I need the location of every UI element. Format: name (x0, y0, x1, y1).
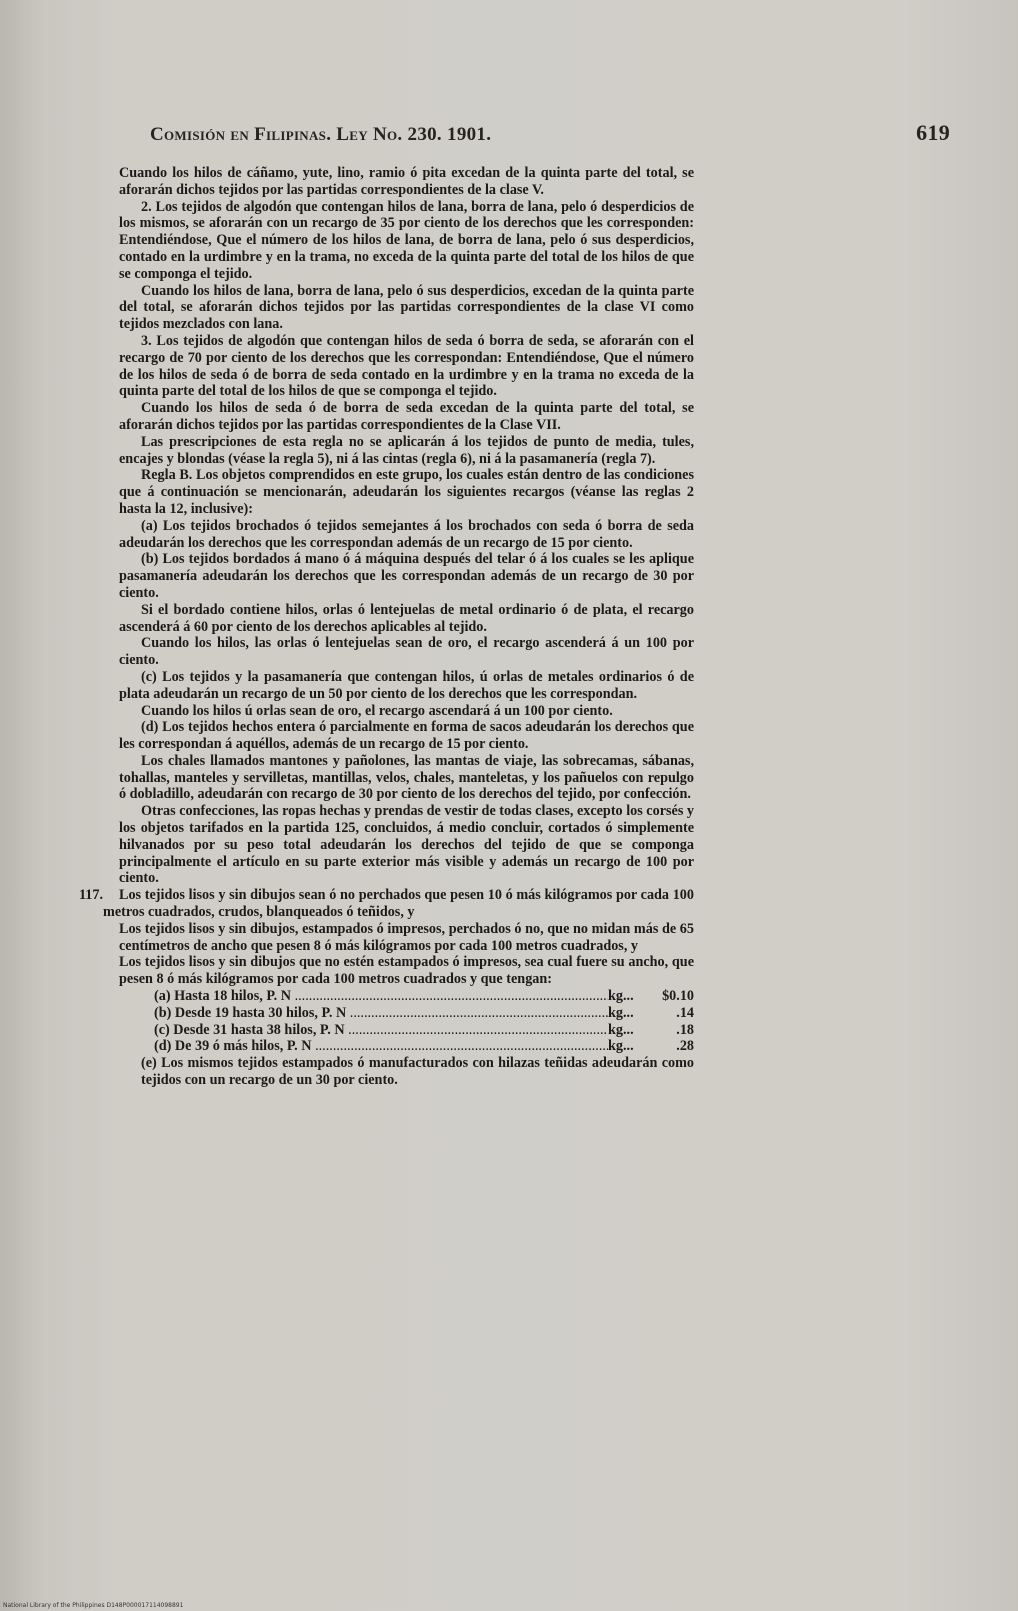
running-title: Comisión en Filipinas. Ley No. 230. 1901. (150, 124, 492, 145)
page-header (150, 120, 950, 150)
paragraph: 3. Los tejidos de algodón que contengan hilos de seda ó borra de seda, se aforarán con el recargo de 70 por ciento de los derechos que les correspondan: Entendiéndose, Que el número de los hilos de seda ó de borra de seda contado en la urdimbre y en la trama no exceda de la quinta parte del total de los hilos de que se componga el tejido. (119, 332, 694, 400)
rate-value: $0.10 (662, 988, 694, 1005)
rate-label: (c) Desde 31 hasta 38 hilos, P. N ..... (154, 1022, 608, 1039)
paragraph: Otras confecciones, las ropas hechas y prendas de vestir de todas clases, excepto los corsés y los objetos tarifados en la partida 125, concluidos, á medio concluir, cortados ó simplemente hilvanados por su peso total adeudarán los derechos del tejido de que se componga principalmente el artículo en su parte exterior más visible y además un recargo de 100 por ciento. (119, 803, 694, 887)
item-text-2: Los tejidos lisos y sin dibujos, estampados ó impresos, perchados ó no, que no midan más de 65 centímetros de ancho que pesen 8 ó más kilógramos por cada 100 metros cuadrados, y (119, 920, 694, 954)
paragraph: Cuando los hilos de lana, borra de lana, pelo ó sus desperdicios, excedan de la quinta parte del total, se aforarán dichos tejidos por las partidas correspondientes de la clase VI como tejidos mezclados con lana. (119, 282, 694, 333)
rate-label: (a) Hasta 18 hilos, P. N ..... (154, 988, 608, 1005)
tariff-item-117 (79, 887, 694, 921)
paragraph: Si el bordado contiene hilos, orlas ó lentejuelas de metal ordinario ó de plata, el recargo ascenderá á 60 por ciento de los derechos aplicables al tejido. (119, 601, 694, 635)
paragraph: Cuando los hilos de cáñamo, yute, lino, ramio ó pita excedan de la quinta parte del total, se aforarán dichos tejidos por las partidas correspondientes de la clase V. (119, 165, 694, 198)
rate-row (154, 988, 694, 1005)
rate-row (154, 1038, 694, 1055)
rate-unit: kg... (608, 988, 634, 1005)
paragraph: (d) Los tejidos hechos entera ó parcialmente en forma de sacos adeudarán los derechos que les correspondan á aquéllos, además de un recargo de 15 por ciento. (119, 719, 694, 753)
paragraph: Los chales llamados mantones y pañolones, las mantas de viaje, las sobrecamas, sábanas, tohallas, manteles y servilletas, mantillas, velos, chales, manteletas, y los pañuelos con repulgo ó dobladillo, adeudarán con recargo de 30 por ciento de los derechos del tejido, por confección. (119, 752, 694, 803)
final-clause: (e) Los mismos tejidos estampados ó manufacturados con hilazas teñidas adeudarán como tejidos con un recargo de un 30 por ciento. (141, 1055, 694, 1089)
item-text: Los tejidos lisos y sin dibujos sean ó no perchados que pesen 10 ó más kilógramos por cada 100 metros cuadrados, crudos, blanqueados ó teñidos, y (103, 887, 694, 921)
paragraph: Cuando los hilos, las orlas ó lentejuelas sean de oro, el recargo ascenderá á un 100 por ciento. (119, 635, 694, 669)
rate-row (154, 1022, 694, 1039)
item-text-3: Los tejidos lisos y sin dibujos que no estén estampados ó impresos, sea cual fuere su ancho, que pesen 8 ó más kilógramos por cada 100 metros cuadrados y que tengan: (119, 954, 694, 988)
paragraph: 2. Los tejidos de algodón que contengan hilos de lana, borra de lana, pelo ó desperdicios de los mismos, se aforarán con un recargo de 35 por ciento de los derechos que les corresponden: Entendiéndose, Que el número de los hilos de lana, de borra de lana, pelo ó sus desperdicios, contado en la urdimbre y en la trama, no exceda de la quinta parte del total de los hilos de que se componga el tejido. (119, 198, 694, 282)
page-number: 619 (916, 120, 950, 145)
paragraph: Regla B. Los objetos comprendidos en este grupo, los cuales están dentro de las condiciones que á continuación se mencionarán, adeudarán los siguientes recargos (véanse las reglas 2 hasta la 12, inclusive): (119, 467, 694, 517)
rate-label: (d) De 39 ó más hilos, P. N ..... (154, 1038, 608, 1055)
scan-footer: National Library of the Philippines D148P000017114098891 (3, 1602, 184, 1609)
paragraph: Cuando los hilos ú orlas sean de oro, el recargo ascendará á un 100 por ciento. (141, 702, 613, 719)
rate-unit: kg... (608, 1004, 634, 1021)
rate-label: (b) Desde 19 hasta 30 hilos, P. N ..... (154, 1005, 608, 1022)
rate-unit: kg... (608, 1021, 634, 1038)
rate-value: .14 (676, 1004, 694, 1021)
paragraph: (b) Los tejidos bordados á mano ó á máquina después del telar ó á los cuales se les aplique pasamanería adeudarán los derechos que les correspondan además de un recargo de 30 por ciento. (119, 551, 694, 601)
paragraph: (c) Los tejidos y la pasamanería que contengan hilos, ú orlas de metales ordinarios ó de plata adeudarán un recargo de un 50 por ciento de los derechos que les correspondan. (119, 668, 694, 702)
paragraph: (a) Los tejidos brochados ó tejidos semejantes á los brochados con seda ó borra de seda adeudarán los derechos que les correspondan además de un recargo de 15 por ciento. (119, 517, 694, 551)
paragraph: Cuando los hilos de seda ó de borra de seda excedan de la quinta parte del total, se aforarán dichos tejidos por las partidas correspondientes de la Clase VII. (119, 400, 694, 433)
rate-row (154, 1005, 694, 1022)
body-text (79, 165, 694, 1089)
item-number: 117. (79, 887, 104, 904)
rate-value: .28 (676, 1038, 694, 1055)
rate-value: .18 (676, 1021, 694, 1038)
paragraph: Las prescripciones de esta regla no se aplicarán á los tejidos de punto de media, tules, encajes y blondas (véase la regla 5), ni á las cintas (regla 6), ni á la pasamanería (regla 7). (119, 433, 694, 467)
rate-unit: kg... (608, 1038, 634, 1055)
